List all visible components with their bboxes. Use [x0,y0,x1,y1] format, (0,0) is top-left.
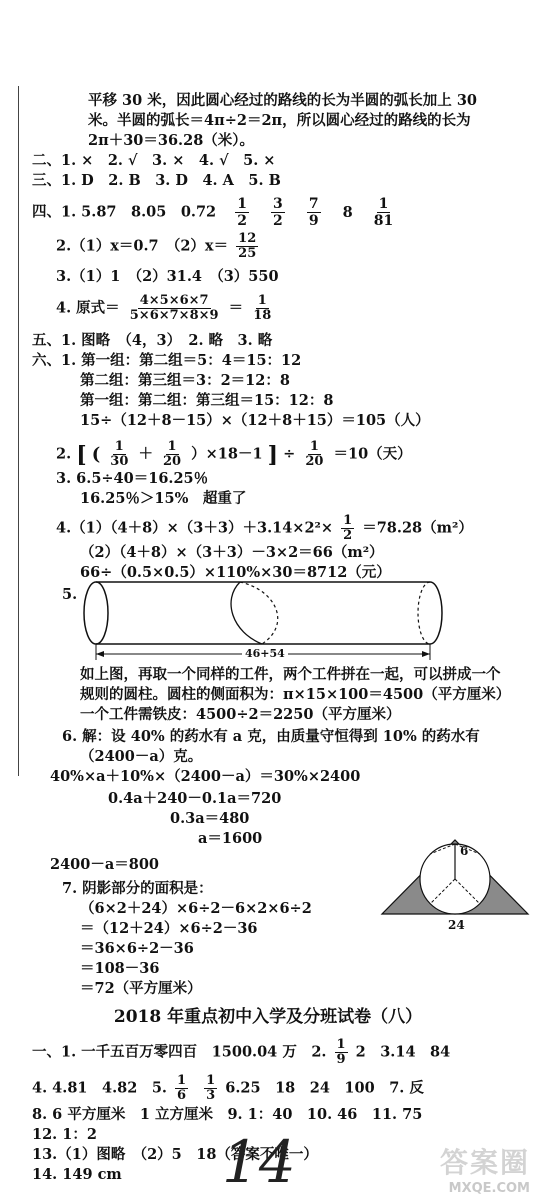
test8-q1 [32,1038,450,1067]
fraction: $\frac{1}{20}$ [305,439,324,469]
s6-q2-mid: ）×18－1 [191,445,263,463]
s6-q6-line2: （2400－a）克。 [80,748,203,765]
s6-q5-line1: 如上图，再取一个同样的工件，两个工件拼在一起，可以拼成一个 [80,666,501,683]
t4-prefix: 4. 4.81 4.82 5. [32,1079,167,1097]
section-3-answers: 三、1. D 2. B 3. D 4. A 5. B [32,172,281,189]
cylinder-dimension-label: 46+54 [242,645,288,663]
fraction: $\frac{1}{9}$ [336,1037,346,1067]
t1-rest: 2 3.14 84 [355,1043,451,1061]
divide-sign: ÷ [283,445,296,463]
section-2-answers: 二、1. × 2. √ 3. × 4. √ 5. × [32,152,276,169]
section-5-answers: 五、1. 图略 （4，3） 2. 略 3. 略 [32,332,273,349]
section-4-q3: 3.（1）1 （2）31.4 （3）550 [56,268,279,285]
s6-q4a-end: ＝78.28（m²） [362,519,473,537]
s6-q5-line2: 规则的圆柱。圆柱的侧面积为：π×15×100＝4500（平方厘米） [80,686,511,703]
fraction: $\frac{1}{2}$ [237,196,247,229]
fraction: $\frac{1}{30}$ [110,439,129,469]
figure-label-6: 6 [460,844,469,858]
right-bracket: ] [267,441,279,468]
test8-q12: 12. 1：2 [32,1126,97,1143]
fraction: $\frac{1}{3}$ [206,1073,216,1103]
s6-q6-line5: 0.3a＝480 [170,810,250,827]
s6-q6-line6: a＝1600 [198,830,263,847]
s6-q6-line1: 6. 解：设 40% 的药水有 a 克，由质量守恒得到 10% 的药水有 [62,728,480,745]
intro-line-3: 2π＋30＝36.28（米）。 [88,132,255,149]
watermark [440,1141,530,1196]
s4-q4-eq: ＝ [228,299,244,317]
margin-line [18,86,19,776]
fraction: $\frac{3}{2}$ [273,196,283,229]
left-paren: ( [91,443,101,465]
t1-prefix: 一、1. 一千五百万零四百 1500.04 万 2. [32,1043,327,1061]
s6-q2-end: ＝10（天） [333,445,412,463]
s6-q1-line2: 第二组：第三组＝3：2＝12：8 [80,372,290,389]
s6-q5-line3: 一个工件需铁皮：4500÷2＝2250（平方厘米） [80,706,401,723]
s6-q4-line3: 66÷（0.5×0.5）×110%×30＝8712（元） [80,564,391,581]
left-bracket: [ [76,441,87,468]
s6-q4-line2: （2）（4＋8）×（3＋3）－3×2＝66（m²） [80,544,384,561]
s6-q4-line1 [56,514,473,543]
left-end-ellipse [84,582,108,644]
handwritten-page-number: 14 [222,1128,296,1196]
watermark-logo-text: 答案圈 [439,1146,530,1179]
section-4-q2 [56,232,261,261]
s6-q1-line4: 15÷（12＋8－15）×（12＋8＋15）＝105（人） [80,412,430,429]
s6-q3-line2: 16.25％＞15% 超重了 [80,490,247,507]
test8-q4 [32,1074,424,1103]
intro-line-1: 平移 30 米，因此圆心经过的路线的长为半圆的弧长加上 30 [88,92,477,109]
fraction: $\frac{7}{9}$ [308,196,319,229]
test8-q8: 8. 6 平方厘米 1 立方厘米 9. 1：40 10. 46 11. 75 [32,1106,423,1123]
section-4-q4 [56,294,276,323]
s6-q7-line2: （6×2＋24）×6÷2－6×2×6÷2 [80,900,312,917]
s6-q2-prefix: 2. [56,445,72,463]
fraction: $\frac{1}{2}$ [343,513,353,543]
shaded-triangle-figure [378,818,536,928]
s6-q4a-prefix: 4.（1）（4＋8）×（3＋3）＋3.14×2²× [56,519,334,537]
fraction: $\frac{1}{20}$ [163,439,182,469]
s6-q1-line3: 第一组：第二组：第三组＝15：12：8 [80,392,334,409]
s6-q6-line7: 2400－a＝800 [50,856,160,873]
s6-q7-line4: ＝36×6÷2－36 [80,940,194,957]
s6-q7-line6: ＝72（平方厘米） [80,980,202,997]
s6-q7-line3: ＝（12＋24）×6÷2－36 [80,920,258,937]
s6-q6-line4: 0.4a＋240－0.1a＝720 [108,790,282,807]
fraction: $\frac{1}{18}$ [253,293,272,323]
intro-line-2: 米。半圆的弧长＝4π÷2＝2π，所以圆心经过的路线的长为 [88,112,471,129]
s6-q7-line5: ＝108－36 [80,960,160,977]
section-title: 2018 年重点初中入学及分班试卷（八） [113,1007,423,1027]
watermark-url: MXQE.COM [448,1181,530,1196]
s6-q1-line1: 六、1. 第一组：第二组＝5：4＝15：12 [32,352,302,369]
section-4-q1 [32,196,398,229]
fraction: $\frac{1}{81}$ [373,196,394,229]
s6-q2 [56,440,412,469]
figure-label-24: 24 [448,918,465,932]
s6-q3-line1: 3. 6.5÷40＝16.25％ [56,470,209,487]
s6-q6-line3: 40%×a＋10%×（2400－a）＝30%×2400 [50,768,361,785]
fraction: $\frac{12}{25}$ [238,231,257,261]
t4-rest: 6.25 18 24 100 7. 反 [225,1079,424,1097]
s4-q2-prefix: 2.（1）x＝0.7 （2）x＝ [56,237,229,255]
test8-q13: 13.（1）图略 （2）5 18（答案不唯一） [32,1146,318,1163]
plus-sign: ＋ [138,445,153,463]
fraction: $\frac{1}{6}$ [177,1073,187,1103]
test8-q14: 14. 149 cm [32,1166,122,1183]
fraction: $\frac{4\times 5\times 6\times 7}{5\times 6\times 7\times 8\times 9}$ [129,293,219,323]
s4-q4-prefix: 4. 原式＝ [56,299,120,317]
s6-q7-line1: 7. 阴影部分的面积是： [62,880,213,897]
s6-q5-number: 5. [62,586,78,603]
s4-q1-mid: 8 [342,203,353,221]
s4-q1-prefix: 四、1. 5.87 8.05 0.72 [32,203,217,221]
